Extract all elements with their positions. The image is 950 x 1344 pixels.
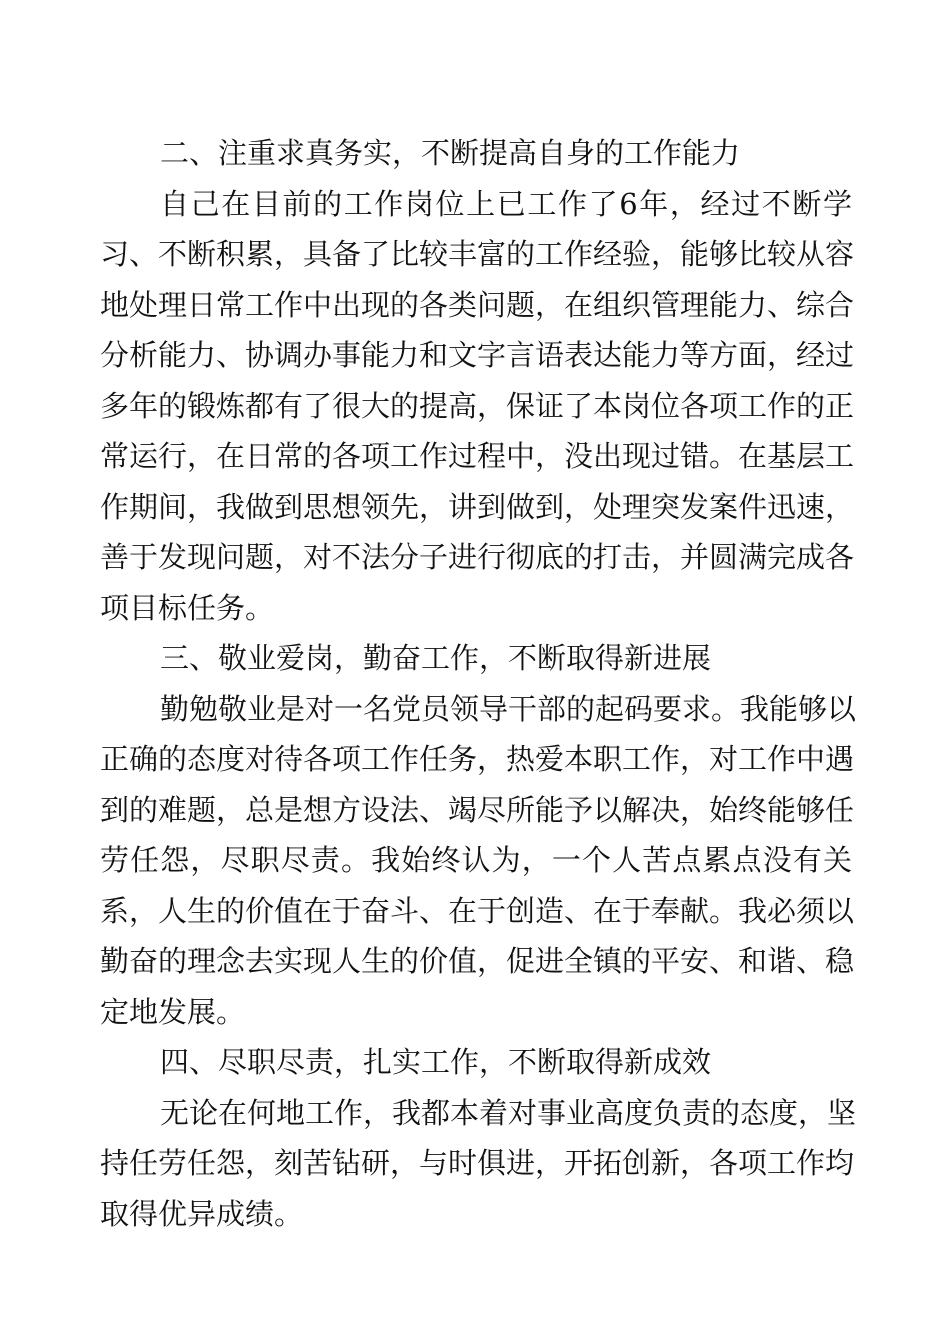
paragraph-line: 多年的锻炼都有了很大的提高，保证了本岗位各项工作的正 — [100, 388, 855, 423]
paragraph-line: 取得优异成绩。 — [100, 1196, 304, 1231]
paragraph-line: 持任劳任怨，刻苦钻研，与时俱进，开拓创新，各项工作均 — [100, 1146, 855, 1180]
document-body — [100, 128, 857, 1239]
paragraph-line: 作期间，我做到思想领先，讲到做到，处理突发案件迅速， — [100, 489, 855, 524]
section-heading-4: 四、尽职尽责，扎实工作，不断取得新成效 — [160, 1045, 712, 1079]
paragraph-line: 到的难题，总是想方设法、竭尽所能予以解决，始终能够任 — [100, 792, 855, 827]
paragraph-line: 分析能力、协调办事能力和文字言语表达能力等方面，经过 — [100, 338, 855, 372]
paragraph-line: 习、不断积累，具备了比较丰富的工作经验，能够比较从容 — [100, 237, 855, 271]
paragraph-line: 善于发现问题，对不法分子进行彻底的打击，并圆满完成各 — [100, 540, 855, 574]
section-heading-2: 二、注重求真务实，不断提高自身的工作能力 — [160, 136, 741, 170]
paragraph-line: 自己在目前的工作岗位上已工作了6年，经过不断学 — [160, 186, 852, 221]
section-heading-3: 三、敬业爱岗，勤奋工作，不断取得新进展 — [160, 641, 712, 675]
paragraph-line: 地处理日常工作中出现的各类问题，在组织管理能力、综合 — [100, 287, 855, 322]
paragraph-line: 无论在何地工作，我都本着对事业高度负责的态度，坚 — [160, 1095, 857, 1130]
paragraph-line: 定地发展。 — [100, 994, 246, 1029]
paragraph-line: 劳任怨，尽职尽责。我始终认为，一个人苦点累点没有关 — [100, 843, 852, 877]
paragraph-line: 项目标任务。 — [100, 590, 275, 625]
paragraph-line: 勤勉敬业是对一名党员领导干部的起码要求。我能够以 — [160, 691, 857, 726]
paragraph-line: 勤奋的理念去实现人生的价值，促进全镇的平安、和谐、稳 — [100, 944, 855, 978]
paragraph-line: 正确的态度对待各项工作任务，热爱本职工作，对工作中遇 — [100, 742, 855, 776]
paragraph-line: 常运行，在日常的各项工作过程中，没出现过错。在基层工 — [100, 439, 855, 473]
paragraph-line: 系，人生的价值在于奋斗、在于创造、在于奉献。我必须以 — [100, 893, 855, 928]
